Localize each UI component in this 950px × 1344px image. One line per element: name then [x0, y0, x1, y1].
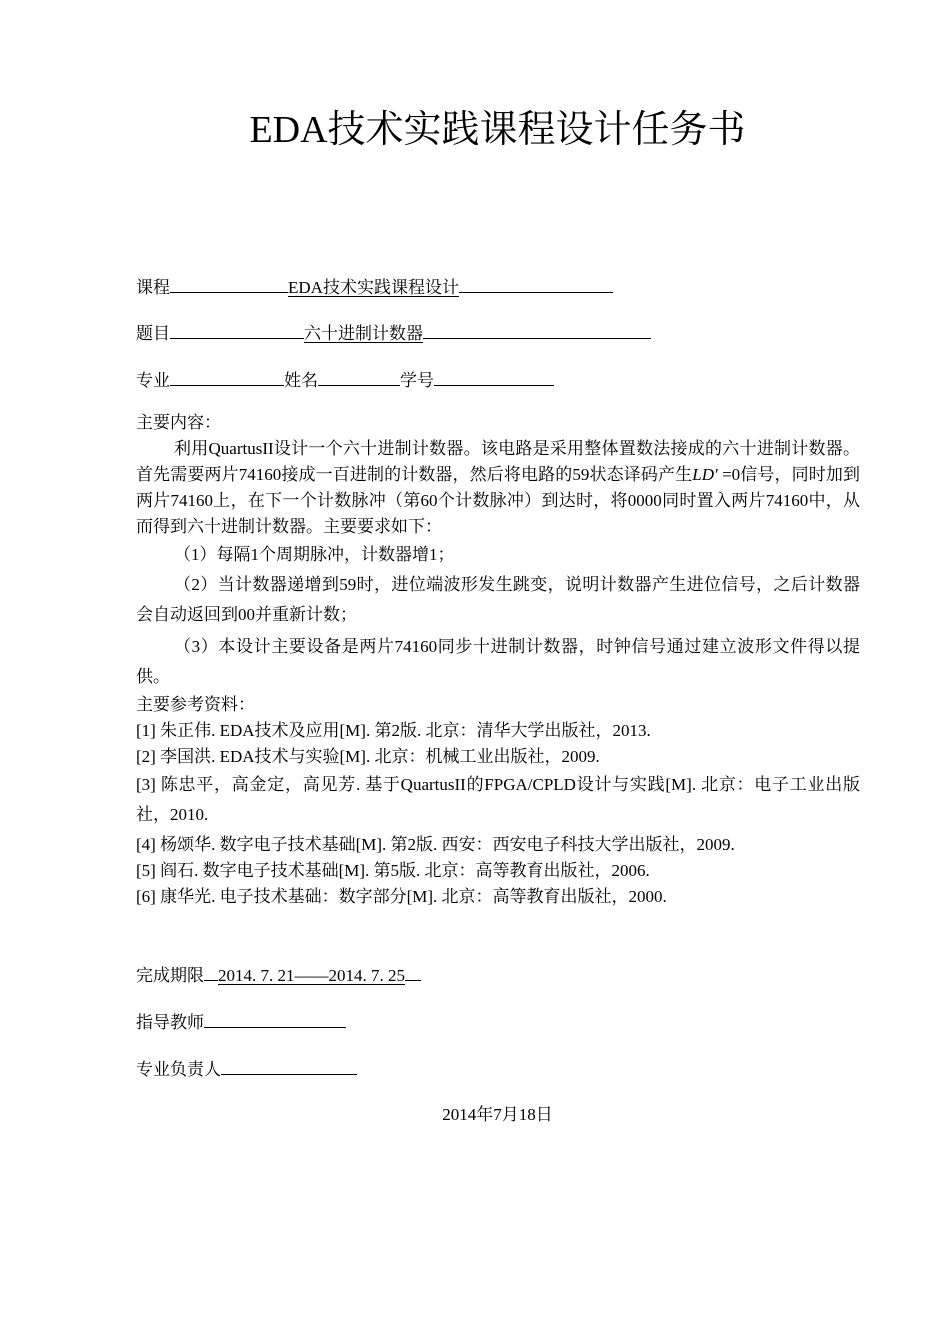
course-label: 课程 [136, 278, 170, 297]
advisor-blank [204, 1007, 346, 1028]
deadline-value: 2014. 7. 21——2014. 7. 25 [218, 966, 405, 985]
student-row [136, 365, 554, 393]
course-value: EDA技术实践课程设计 [288, 278, 459, 297]
topic-blank-lead [170, 318, 304, 339]
topic-row [136, 318, 651, 346]
page-title: EDA技术实践课程设计任务书 [249, 109, 746, 151]
department-head-label: 专业负责人 [136, 1060, 221, 1079]
reference-item: [2] 李国洪. EDA技术与实验[M]. 北京：机械工业出版社，2009. [136, 747, 600, 766]
deadline-blank-lead [204, 960, 218, 981]
id-label: 学号 [400, 371, 434, 390]
advisor-label: 指导教师 [136, 1013, 204, 1032]
major-blank [170, 365, 284, 386]
intro-part2: =0信号，同时加到两片74160上，在下一个计数脉冲（第60个计数脉冲）到达时，将0000同时置入两片74160中，从而得到六十进制计数器。主要要求如下： [136, 465, 861, 536]
advisor-row [136, 1007, 346, 1035]
reference-item: [1] 朱正伟. EDA技术及应用[M]. 第2版. 北京：清华大学出版社，2013. [136, 721, 651, 740]
reference-item: [6] 康华光. 电子技术基础：数字部分[M]. 北京：高等教育出版社，2000. [136, 887, 667, 906]
reference-item: [4] 杨颂华. 数字电子技术基础[M]. 第2版. 西安：西安电子科技大学出版社，2009. [136, 835, 735, 854]
course-row [136, 272, 613, 300]
content-heading: 主要内容： [136, 413, 221, 432]
topic-blank-tail [423, 318, 651, 339]
requirement-1: （1）每隔1个周期脉冲，计数器增1； [174, 545, 455, 564]
issue-date: 2014年7月18日 [442, 1105, 553, 1124]
requirement-2: （2）当计数器递增到59时，进位端波形发生跳变，说明计数器产生进位信号，之后计数器会自动返回到00并重新计数； [136, 575, 860, 624]
topic-label: 题目 [136, 324, 170, 343]
id-blank [434, 365, 554, 386]
intro-part1: 利用QuartusII设计一个六十进制计数器。该电路是采用整体置数法接成的六十进制计数器。首先需要两片74160接成一百进制的计数器，然后将电路的59状态译码产生 [136, 439, 860, 484]
course-blank-tail [459, 272, 613, 293]
references [136, 692, 860, 910]
course-blank-lead [170, 272, 288, 293]
requirement-3: （3）本设计主要设备是两片74160同步十进制计数器，时钟信号通过建立波形文件得以提供。 [136, 637, 860, 686]
deadline-label: 完成期限 [136, 966, 204, 985]
main-content [136, 410, 860, 692]
department-head-blank [221, 1054, 357, 1075]
name-label: 姓名 [284, 371, 318, 390]
ld-symbol: LD′ [692, 465, 718, 484]
reference-item: [3] 陈忠平，高金定，高见芳. 基于QuartusII的FPGA/CPLD设计与实践[M]. 北京：电子工业出版社，2010. [136, 775, 860, 824]
reference-item: [5] 阎石. 数字电子技术基础[M]. 第5版. 北京：高等教育出版社，2006. [136, 861, 650, 880]
department-head-row [136, 1054, 357, 1082]
major-label: 专业 [136, 371, 170, 390]
name-blank [318, 365, 400, 386]
deadline-blank-tail [405, 960, 421, 981]
topic-value: 六十进制计数器 [304, 324, 423, 343]
deadline-row [136, 960, 421, 988]
intro-paragraph [136, 436, 860, 540]
references-heading: 主要参考资料： [136, 695, 255, 714]
